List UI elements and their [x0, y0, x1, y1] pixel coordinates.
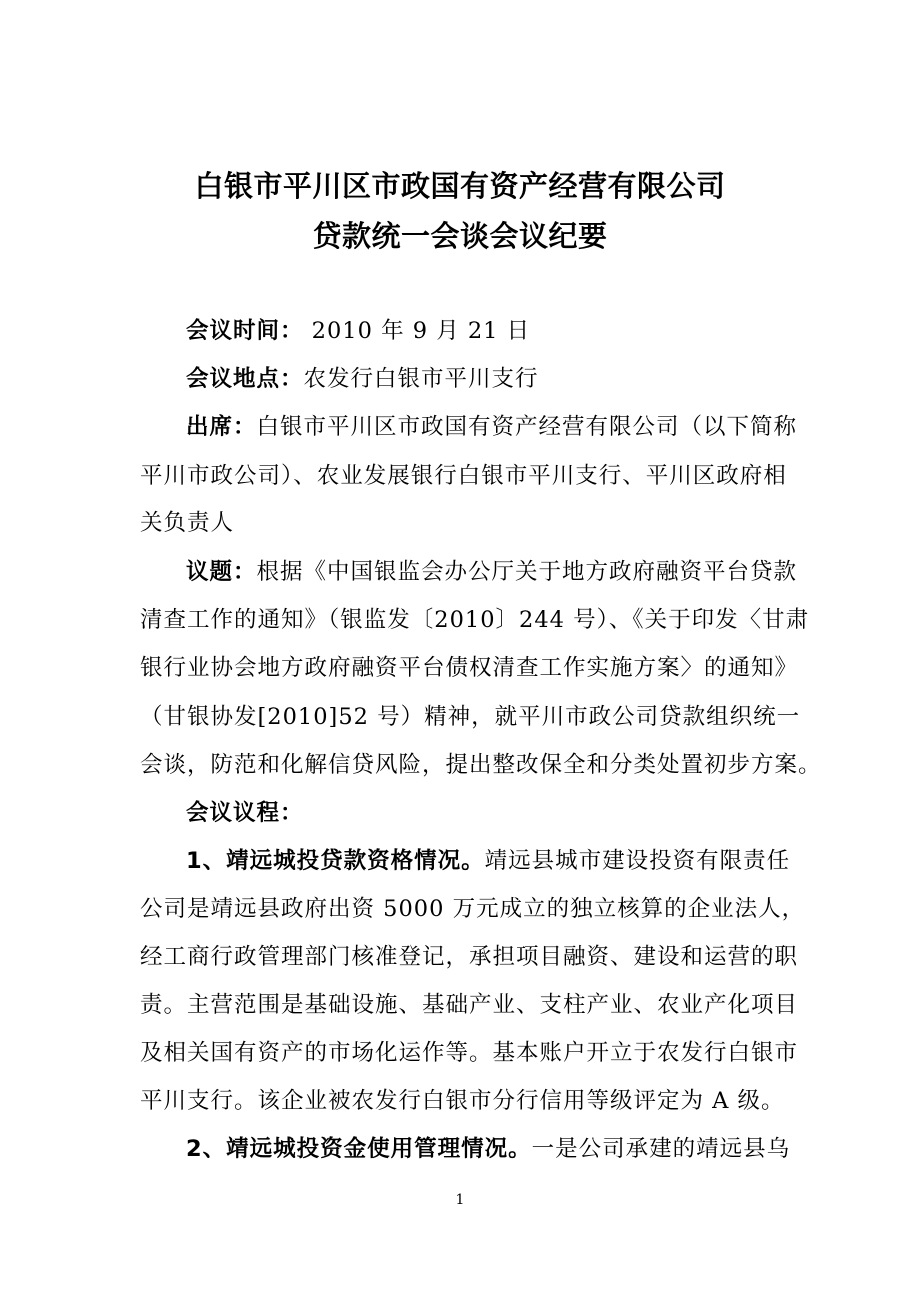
topic-line-4: （甘银协发[2010]52 号）精神，就平川市政公司贷款组织统一: [140, 704, 801, 730]
topic-label: 议题：: [186, 559, 257, 585]
item1-line-5: 及相关国有资产的市场化运作等。基本账户开立于农发行白银市: [140, 1040, 799, 1066]
item1-line-1: 1、靖远城投贷款资格情况。靖远县城市建设投资有限责任: [186, 848, 791, 874]
attendees-line-3: 关负责人: [140, 510, 235, 536]
meeting-time-value: 2010 年 9 月 21 日: [303, 318, 531, 344]
item1-line-4: 责。主营范围是基础设施、基础产业、支柱产业、农业产化项目: [140, 992, 799, 1018]
meeting-place: [186, 364, 786, 394]
topic-line-5: 会谈，防范和化解信贷风险，提出整改保全和分类处置初步方案。: [140, 752, 822, 778]
item1-line-2: 公司是靖远县政府出资 5000 万元成立的独立核算的企业法人，: [140, 896, 806, 922]
item2-line-1: 2、靖远城投资金使用管理情况。一是公司承建的靖远县乌: [186, 1136, 791, 1162]
item2-heading: 2、靖远城投资金使用管理情况。: [186, 1136, 532, 1162]
meeting-place-value: 农发行白银市平川支行: [303, 366, 539, 392]
topic-line-3: 银行业协会地方政府融资平台债权清查工作实施方案〉的通知》: [140, 655, 799, 681]
item1-heading: 1、靖远城投贷款资格情况。: [186, 848, 485, 874]
item1-line-3: 经工商行政管理部门核准登记，承担项目融资、建设和运营的职: [140, 944, 799, 970]
document-title-line-1: 白银市平川区市政国有资产经营有限公司: [194, 169, 726, 203]
item1-line-6: 平川支行。该企业被农发行白银市分行信用等级评定为 A 级。: [140, 1088, 785, 1114]
topic-line-1: 议题：根据《中国银监会办公厅关于地方政府融资平台贷款: [186, 559, 798, 585]
meeting-place-label: 会议地点：: [186, 366, 304, 392]
page-number: 1: [455, 1192, 465, 1208]
meeting-time: [186, 316, 786, 346]
agenda-label: 会议议程：: [186, 800, 304, 826]
attendees-label: 出席：: [186, 414, 257, 440]
topic-line-2: 清查工作的通知》（银监发〔2010〕244 号）、《关于印发〈甘肃: [140, 607, 810, 633]
document-title-line-2: 贷款统一会谈会议纪要: [312, 219, 608, 253]
meeting-time-label: 会议时间：: [186, 318, 304, 344]
attendees-line-1: 出席：白银市平川区市政国有资产经营有限公司（以下简称: [186, 414, 798, 440]
attendees-line-2: 平川市政公司）、农业发展银行白银市平川支行、平川区政府相: [140, 463, 787, 489]
